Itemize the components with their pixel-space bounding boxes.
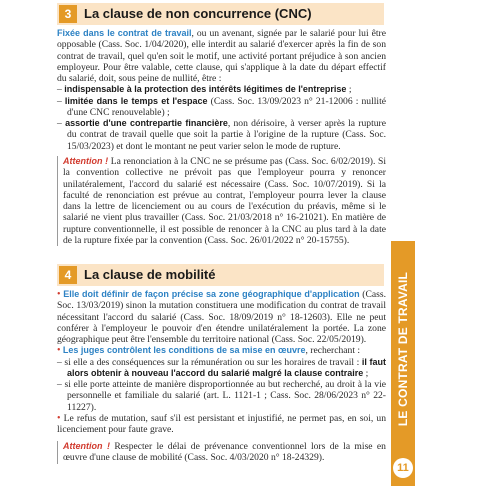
condition-1-bold: indispensable à la protection des intérêts légitimes de l'entreprise: [64, 84, 347, 95]
condition-2-bold: limitée dans le temps et l'espace: [64, 95, 208, 106]
condition-2-text: (Cass. Soc. 13/09/2023 n° 21-12006 : nullité d'une CNC renouvelable) ;: [67, 95, 386, 118]
page-number: 11: [393, 458, 413, 478]
mobility-dash-2: – si elle porte atteinte de manière disproportionnée au but recherché, au droit à la vie personnelle et familiale du salarié (art. L. 1121-1 ; Cass. Soc. 28/06/2023 n° 22-11227).: [57, 379, 386, 413]
chapter-label: LE CONTRAT DE TRAVAIL: [396, 271, 410, 427]
para-1-text: (Cass. Soc. 13/03/2019) sinon la mutation constituera une modification du contrat de travail nécessitant l'accord du salarié (Cass. Soc. 18/09/2019 n° 18-12603). Elle ne peut conférer à l'employeur le pouvoir d'en étendre unilatéralement la portée. La zone géographique peut être l'ensemble du territoire national (Cass. Soc. 22/05/2019).: [57, 289, 386, 345]
para-2-text: , recherchant :: [305, 345, 361, 357]
attention-text: La renonciation à la CNC ne se présume pas (Cass. Soc. 6/02/2019). Si la convention collective ne prévoit pas que l'employeur pourra y renoncer unilatéralement, l'accord du salarié est nécessaire (Cass. Soc. 10/07/2019). Si la faculté de renonciation est prévue au contrat, l'employeur pourra lever la clause dans la lettre de licenciement ou au cours de l'exécution du préavis, même si le salarié ne vient plus travailler (Cass. Soc. 21/03/2018 n° 16-21021). En matière de rupture conventionnelle, il est possible de renoncer à la CNC au plus tard à la date de la rupture fixée par la convention (Cass. Soc. 26/01/2022 n° 20-15755).: [63, 156, 386, 246]
attention-label: Attention !: [63, 156, 109, 166]
section-4-number: 4: [59, 266, 77, 284]
para-1-lead: Elle doit définir de façon précise sa zone géographique d'application: [63, 289, 360, 299]
intro-text: , ou un avenant, signée par le salarié pour lui être opposable (Cass. Soc. 1/04/2020), elle interdit au salarié d'exercer après la fin de son contrat de travail, quel qu'en soit le motif, une activité portant préjudice à son ancien employeur. Pour être valable, cette clause, qui s'applique à la date du départ effectif du salarié, doit, sous peine de nullité, être :: [57, 28, 386, 84]
condition-2: – limitée dans le temps et l'espace (Cass. Soc. 13/09/2023 n° 21-12006 : nullité d'une CNC renouvelable) ;: [57, 95, 386, 118]
dash-2-text: si elle porte atteinte de manière disproportionnée au but recherché, au droit à la vie personnelle et familiale du salarié (art. L. 1121-1 ; Cass. Soc. 28/06/2023 n° 22-11227).: [64, 379, 386, 413]
section-3-attention-note: [57, 156, 386, 246]
para-3-text: Le refus de mutation, sauf s'il est persistant et injustifié, ne permet pas, en soi, un licenciement pour faute grave.: [57, 412, 386, 435]
condition-1-text: ;: [346, 84, 352, 96]
section-3-body: [57, 28, 386, 152]
condition-1: – indispensable à la protection des intérêts légitimes de l'entreprise ;: [57, 84, 352, 96]
mobility-para-3: • Le refus de mutation, sauf s'il est persistant et injustifié, ne permet pas, en soi, un licenciement pour faute grave.: [57, 412, 386, 435]
section-3-header: [57, 3, 384, 25]
para-2-lead: Les juges contrôlent les conditions de sa mise en œuvre: [62, 345, 306, 356]
intro-lead: Fixée dans le contrat de travail: [57, 28, 192, 38]
attention-text: Respecter le délai de prévenance conventionnel lors de la mise en œuvre d'une clause de mobilité (Cass. Soc. 4/03/2020 n° 18-24329).: [63, 441, 386, 464]
dash-1-end: ;: [363, 367, 369, 379]
attention-label: Attention !: [63, 441, 110, 451]
section-4-header: [57, 264, 384, 286]
section-4-body: [57, 289, 386, 435]
section-3-title: La clause de non concurrence (CNC): [84, 6, 312, 21]
condition-3-text: , non dérisoire, à verser après la rupture du contrat de travail quelle que soit la partie à l'origine de la rupture (Cass. Soc. 15/03/2023) et dont le montant ne peut varier selon le mode de rupture.: [67, 118, 386, 152]
chapter-side-tab: [391, 241, 415, 486]
mobility-para-1: • Elle doit définir de façon précise sa zone géographique d'application (Cass. Soc. 13/03/2019) sinon la mutation constituera une modification du contrat de travail nécessitant l'accord du salarié (Cass. Soc. 18/09/2019 n° 18-12603). Elle ne peut conférer à l'employeur le pouvoir d'en étendre unilatéralement la portée. La zone géographique peut être l'ensemble du territoire national (Cass. Soc. 22/05/2019).: [57, 289, 386, 345]
dash-1-text: si elle a des conséquences sur la rémunération ou sur les horaires de travail :: [64, 356, 362, 368]
condition-3-bold: assortie d'une contrepartie financière: [65, 118, 228, 128]
condition-3: – assortie d'une contrepartie financière, non dérisoire, à verser après la rupture du contrat de travail quelle que soit la partie à l'origine de la rupture (Cass. Soc. 15/03/2023) et dont le montant ne peut varier selon le mode de rupture.: [57, 118, 386, 152]
mobility-dash-1: – si elle a des conséquences sur la rémunération ou sur les horaires de travail : il faut alors obtenir à nouveau l'accord du salarié malgré la clause contraire ;: [57, 356, 387, 379]
section-4-attention-note: [57, 441, 386, 464]
dash-1-bold: il faut alors obtenir à nouveau l'accord du salarié malgré la clause contraire: [67, 356, 387, 378]
mobility-para-2: • Les juges contrôlent les conditions de sa mise en œuvre, recherchant :: [57, 345, 361, 357]
section-4-title: La clause de mobilité: [84, 267, 216, 282]
section-3-intro: [57, 28, 386, 84]
section-3-number: 3: [59, 5, 77, 23]
